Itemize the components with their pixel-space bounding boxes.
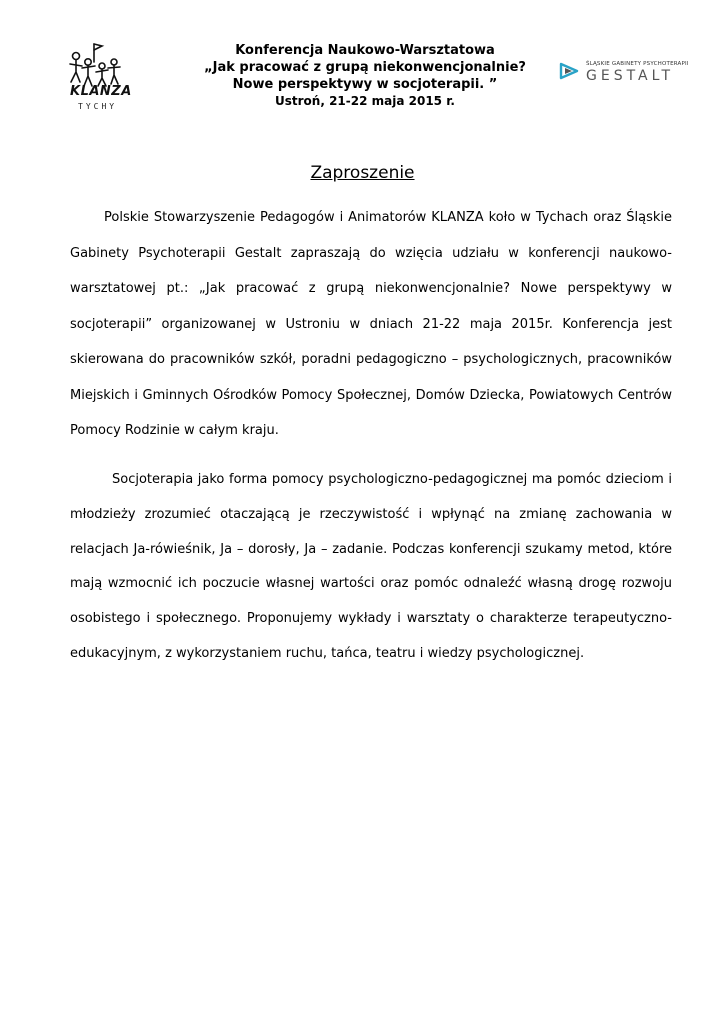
gestalt-logo — [558, 58, 689, 88]
paragraph-1-text: Polskie Stowarzyszenie Pedagogów i Animatorów KLANZA koło w Tychach oraz Śląskie Gabinety Psychoterapii Gestalt zapraszają do wzięcia udziału w konferencji naukowo-warsztatowej pt.: „Jak pracować z grupą niekonwencjonalnie? Nowe perspektywy w socjoterapii” organizowanej w Ustroniu w dniach 21-22 maja 2015r. Konferencja jest skierowana do pracowników szkół, poradni pedagogiczno – psychologicznych, pracowników Miejskich i Gminnych Ośrodków Pomocy Społecznej, Domów Dziecka, Powiatowych Centrów Pomocy Rodzinie w całym kraju. — [70, 210, 672, 438]
gestalt-wordmark: GESTALT — [586, 68, 675, 84]
conference-header — [150, 42, 580, 109]
paragraph-2-text: Socjoterapia jako forma pomocy psychologiczno-pedagogicznej ma pomóc dzieciom i młodzieży zrozumieć otaczającą je rzeczywistość i wpłynąć na zmianę zachowania w relacjach Ja-rówieśnik, Ja – dorosły, Ja – zadanie. Podczas konferencji szukamy metod, które mają wzmocnić ich poczucie własnej wartości oraz pomóc odnaleźć własną drogę rozwoju osobistego i społecznego. Proponujemy wykłady i warsztaty o charakterze terapeutyczno-edukacyjnym, z wykorzystaniem ruchu, tańca, teatru i wiedzy psychologicznej. — [70, 472, 672, 661]
tychy-label: TYCHY — [78, 102, 118, 111]
paragraph-2 — [70, 463, 672, 672]
header-date: Ustroń, 21-22 maja 2015 r. — [275, 94, 455, 108]
paragraph-1 — [70, 200, 672, 449]
header-line-2: „Jak pracować z grupą niekonwencjonalnie? — [204, 60, 526, 75]
gestalt-triangle-icon — [558, 60, 580, 82]
klanza-wordmark: KLANZA — [70, 84, 132, 99]
header-line-3: Nowe perspektywy w socjoterapii. ” — [232, 77, 498, 92]
gestalt-subtitle: ŚLĄSKIE GABINETY PSYCHOTERAPII — [586, 61, 689, 67]
header-line-1: Konferencja Naukowo-Warsztatowa — [235, 43, 495, 58]
klanza-logo — [58, 40, 136, 122]
document-title: Zaproszenie — [310, 163, 415, 183]
